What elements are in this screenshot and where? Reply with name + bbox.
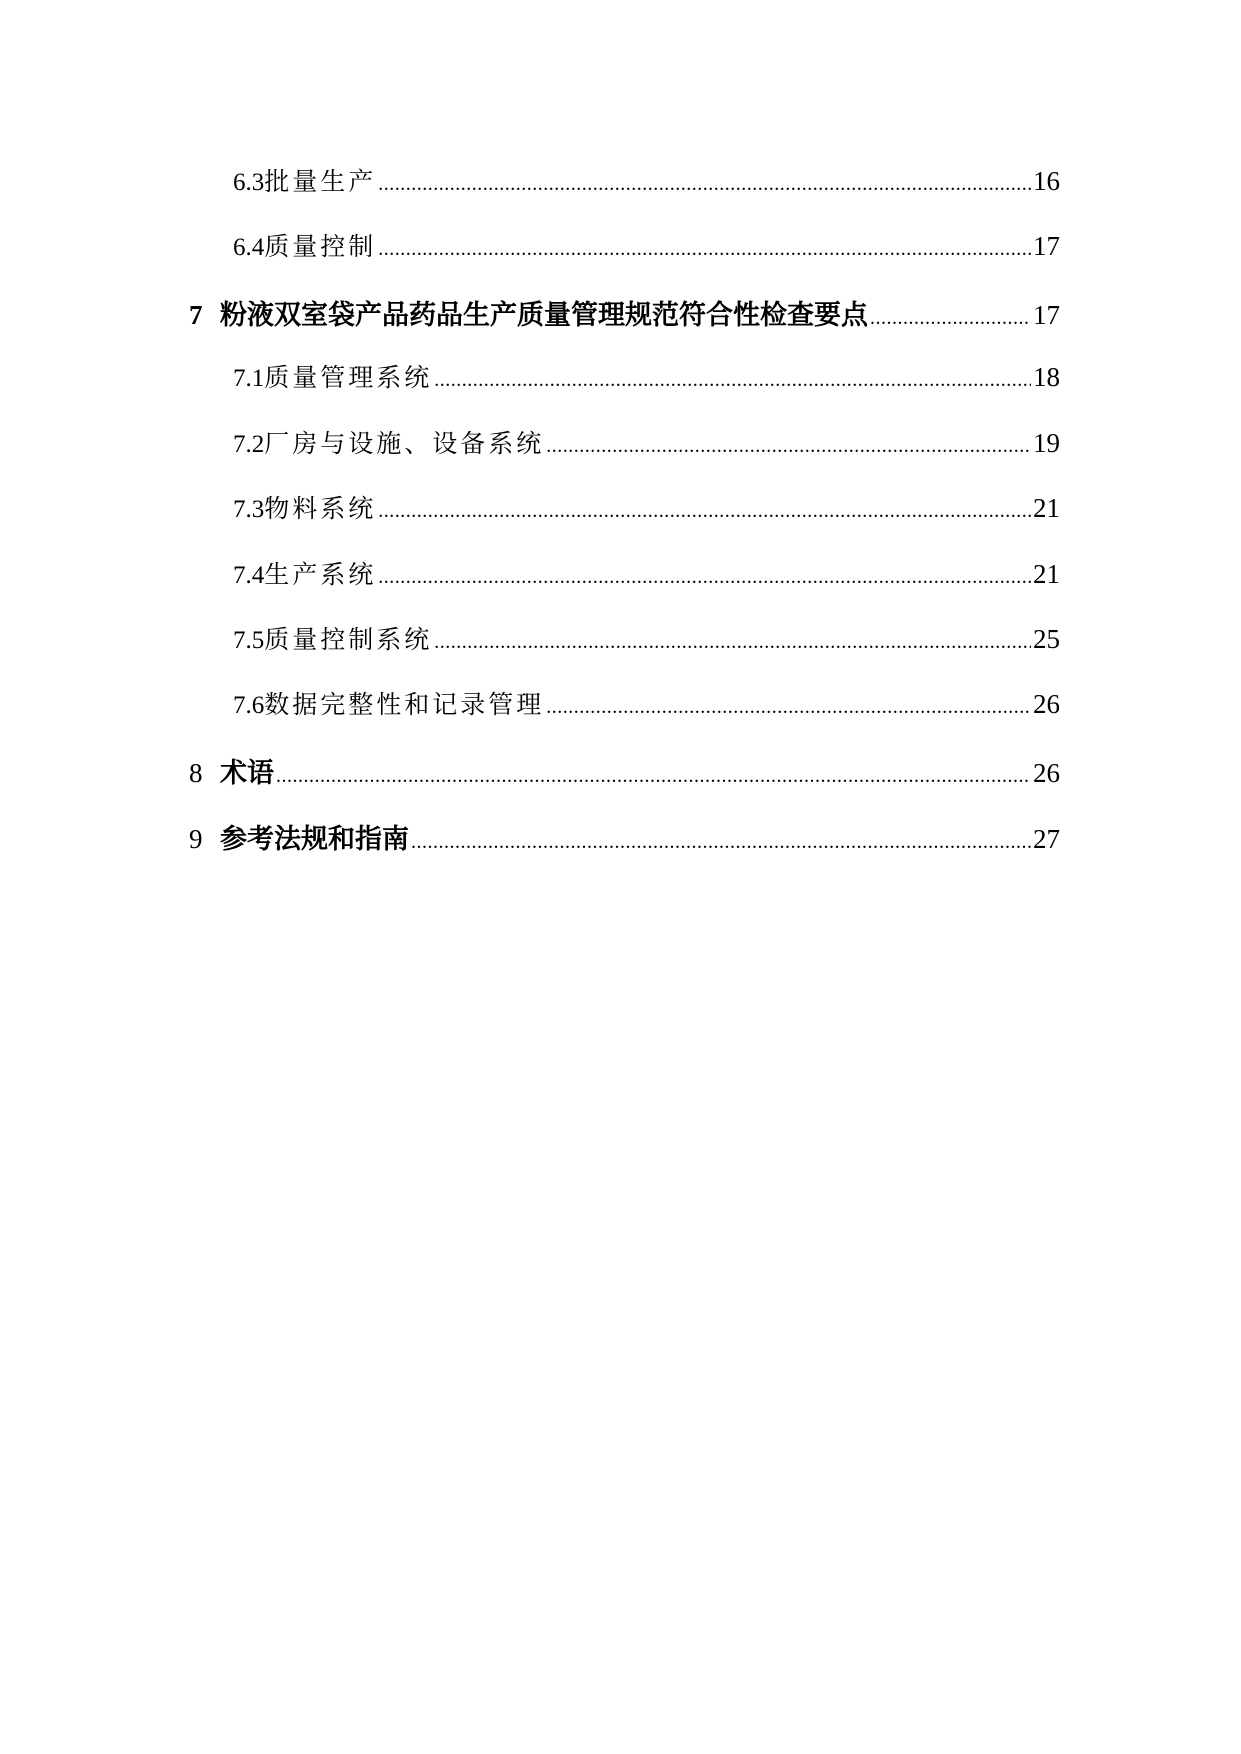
dot-leader: [378, 566, 1031, 589]
toc-entry-page: 17: [1033, 300, 1060, 330]
toc-entry-page: 16: [1033, 166, 1060, 196]
toc-entry[interactable]: [233, 489, 1060, 529]
toc-entry[interactable]: [189, 751, 1060, 791]
toc-entry-number: 7: [189, 300, 203, 330]
toc-entry-title: 厂房与设施、设备系统: [264, 429, 545, 458]
toc-entry-title: 质量控制: [264, 232, 377, 261]
toc-entry-number: 6.3: [233, 169, 265, 196]
toc-entry-title: 生产系统: [264, 560, 377, 589]
toc-entry-number: 7.2: [233, 431, 265, 458]
toc-entry-number: 7.5: [233, 627, 265, 654]
toc-entry-number: 7.3: [233, 496, 265, 523]
toc-entry-page: 17: [1033, 231, 1060, 261]
toc-entry-number: 6.4: [233, 234, 265, 261]
toc-entry-page: 26: [1033, 689, 1060, 719]
dot-leader: [434, 369, 1031, 392]
toc-entry-page: 21: [1033, 559, 1060, 589]
toc-entry-number: 7.6: [233, 692, 265, 719]
dot-leader: [378, 173, 1031, 196]
toc-entry-title: 数据完整性和记录管理: [264, 690, 545, 719]
dot-leader: [276, 765, 1031, 788]
toc-entry-page: 19: [1033, 428, 1060, 458]
dot-leader: [546, 696, 1031, 719]
toc-entry-page: 25: [1033, 624, 1060, 654]
toc-entry[interactable]: [233, 162, 1060, 202]
dot-leader: [546, 435, 1031, 458]
dot-leader: [378, 500, 1031, 523]
toc-entry[interactable]: [233, 620, 1060, 660]
toc-entry-number: 7.4: [233, 562, 265, 589]
toc-entry-page: 26: [1033, 758, 1060, 788]
dot-leader: [411, 831, 1031, 854]
toc-entry-title: 质量管理系统: [264, 363, 433, 392]
toc-entry[interactable]: [233, 424, 1060, 464]
dot-leader: [434, 631, 1031, 654]
toc-entry-number: 8: [189, 758, 203, 788]
toc-entry-title: 粉液双室袋产品药品生产质量管理规范符合性检查要点: [220, 300, 868, 331]
toc-entry[interactable]: [233, 555, 1060, 595]
toc-entry-title: 批量生产: [264, 167, 377, 196]
toc-entry-number: 9: [189, 824, 203, 854]
toc-entry-title: 术语: [220, 758, 274, 789]
toc-entry-title: 质量控制系统: [264, 625, 433, 654]
dot-leader: [378, 238, 1031, 261]
toc-entry-page: 21: [1033, 493, 1060, 523]
toc-entry[interactable]: [189, 293, 1060, 333]
dot-leader: [870, 307, 1031, 330]
toc-entry-page: 18: [1033, 362, 1060, 392]
toc-entry[interactable]: [233, 358, 1060, 398]
toc-entry-title: 物料系统: [264, 494, 377, 523]
toc-entry-title: 参考法规和指南: [220, 824, 409, 855]
toc-entry[interactable]: [233, 685, 1060, 725]
toc-entry-page: 27: [1033, 824, 1060, 854]
toc-entry-number: 7.1: [233, 365, 265, 392]
toc-entry[interactable]: [233, 227, 1060, 267]
toc-entry[interactable]: [189, 817, 1060, 857]
